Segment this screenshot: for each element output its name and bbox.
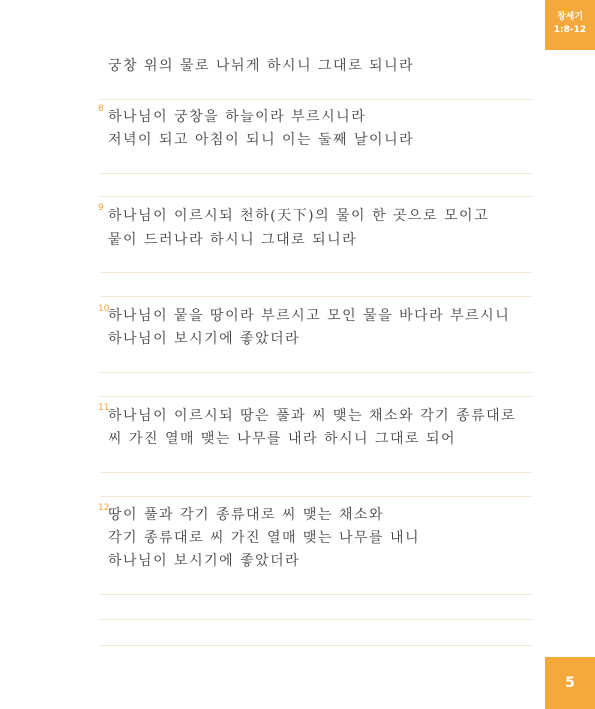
verse-number: 10 bbox=[98, 304, 110, 314]
verse-line: 각기 종류대로 씨 가진 열매 맺는 나무를 내니 bbox=[108, 530, 421, 546]
intro-line: 궁창 위의 물로 나뉘게 하시니 그대로 되니라 bbox=[108, 58, 415, 74]
verse-line: 하나님이 보시기에 좋았더라 bbox=[108, 331, 301, 347]
verse-line: 뭍이 드러나라 하시니 그대로 되니라 bbox=[108, 232, 358, 248]
writing-line bbox=[100, 645, 532, 646]
verse-line: 하나님이 궁창을 하늘이라 부르시니라 bbox=[108, 109, 367, 125]
writing-line bbox=[100, 173, 532, 174]
verse-number: 12 bbox=[98, 503, 110, 513]
verse-number: 9 bbox=[98, 203, 104, 213]
verse-line: 하나님이 이르시되 천하(天下)의 물이 한 곳으로 모이고 bbox=[108, 208, 490, 224]
verse-line: 하나님이 이르시되 땅은 풀과 씨 맺는 채소와 각기 종류대로 bbox=[108, 408, 517, 424]
verse-line: 저녁이 되고 아침이 되니 이는 둘째 날이니라 bbox=[108, 132, 415, 148]
writing-line bbox=[100, 296, 532, 297]
writing-line bbox=[100, 372, 532, 373]
writing-line bbox=[100, 196, 532, 197]
page-number: 5 bbox=[565, 675, 575, 691]
writing-line bbox=[100, 594, 532, 595]
verse-line: 땅이 풀과 각기 종류대로 씨 맺는 채소와 bbox=[108, 507, 385, 523]
writing-line bbox=[100, 272, 532, 273]
page-number-tab bbox=[545, 657, 595, 709]
writing-line bbox=[100, 396, 532, 397]
verse-line: 씨 가진 열매 맺는 나무를 내라 하시니 그대로 되어 bbox=[108, 431, 457, 447]
verse-line: 하나님이 보시기에 좋았더라 bbox=[108, 553, 301, 569]
writing-line bbox=[100, 619, 532, 620]
verse-line: 하나님이 뭍을 땅이라 부르시고 모인 물을 바다라 부르시니 bbox=[108, 308, 511, 324]
writing-line bbox=[100, 496, 532, 497]
writing-line bbox=[100, 472, 532, 473]
verse-number: 11 bbox=[98, 403, 110, 413]
writing-line bbox=[100, 99, 532, 100]
chapter-tab bbox=[545, 0, 595, 50]
chapter-range: 1:8-12 bbox=[553, 25, 587, 35]
book-title: 창세기 bbox=[556, 12, 584, 22]
verse-number: 8 bbox=[98, 104, 104, 114]
